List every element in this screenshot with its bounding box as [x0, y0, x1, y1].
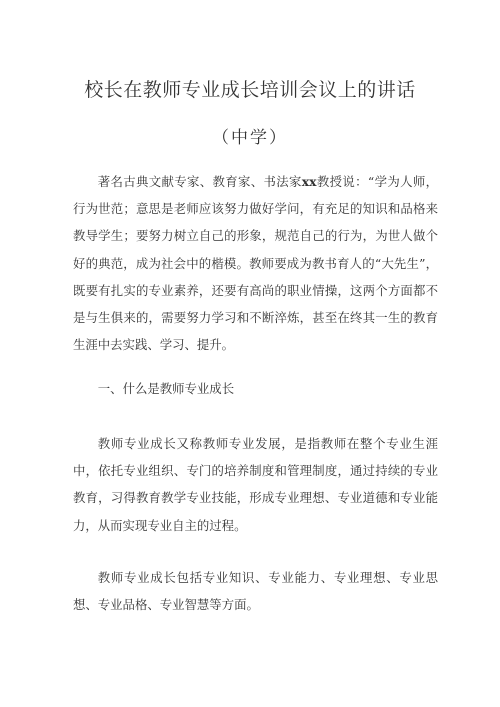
professor-name: xx [301, 174, 317, 189]
intro-paragraph-rest: 教授说：“学为人师，行为世范；意思是老师应该努力做好学问，有充足的知识和品格来教导学生；要努力树立自己的形象，规范自己的行为，为世人做个好的典范，成为社会中的楷模。教师要成为教书育人的“大先生”，既要有扎实的专业素养，还要有高尚的职业情操，这两个方面都不是与生俱来的，需要努力学习和不断淬炼，甚至在终其一生的教育生涯中去实践、学习、提升。 [73, 174, 438, 353]
intro-paragraph [73, 168, 438, 358]
definition-paragraph: 教师专业成长又称教师专业发展，是指教师在整个专业生涯中，依托专业组织、专门的培养制度和管理制度，通过持续的专业教育，习得教育教学专业技能，形成专业理想、专业道德和专业能力，从而实现专业自主的过程。 [73, 436, 438, 533]
components-paragraph: 教师专业成长包括专业知识、专业能力、专业理想、专业思想、专业品格、专业智慧等方面。 [73, 570, 438, 613]
document-subtitle: （中学） [212, 128, 288, 148]
document-title: 校长在教师专业成长培训会议上的讲话 [84, 79, 416, 101]
intro-paragraph-start: 著名古典文献专家、教育家、书法家 [97, 174, 302, 189]
section-heading: 一、什么是教师专业成长 [97, 381, 235, 396]
